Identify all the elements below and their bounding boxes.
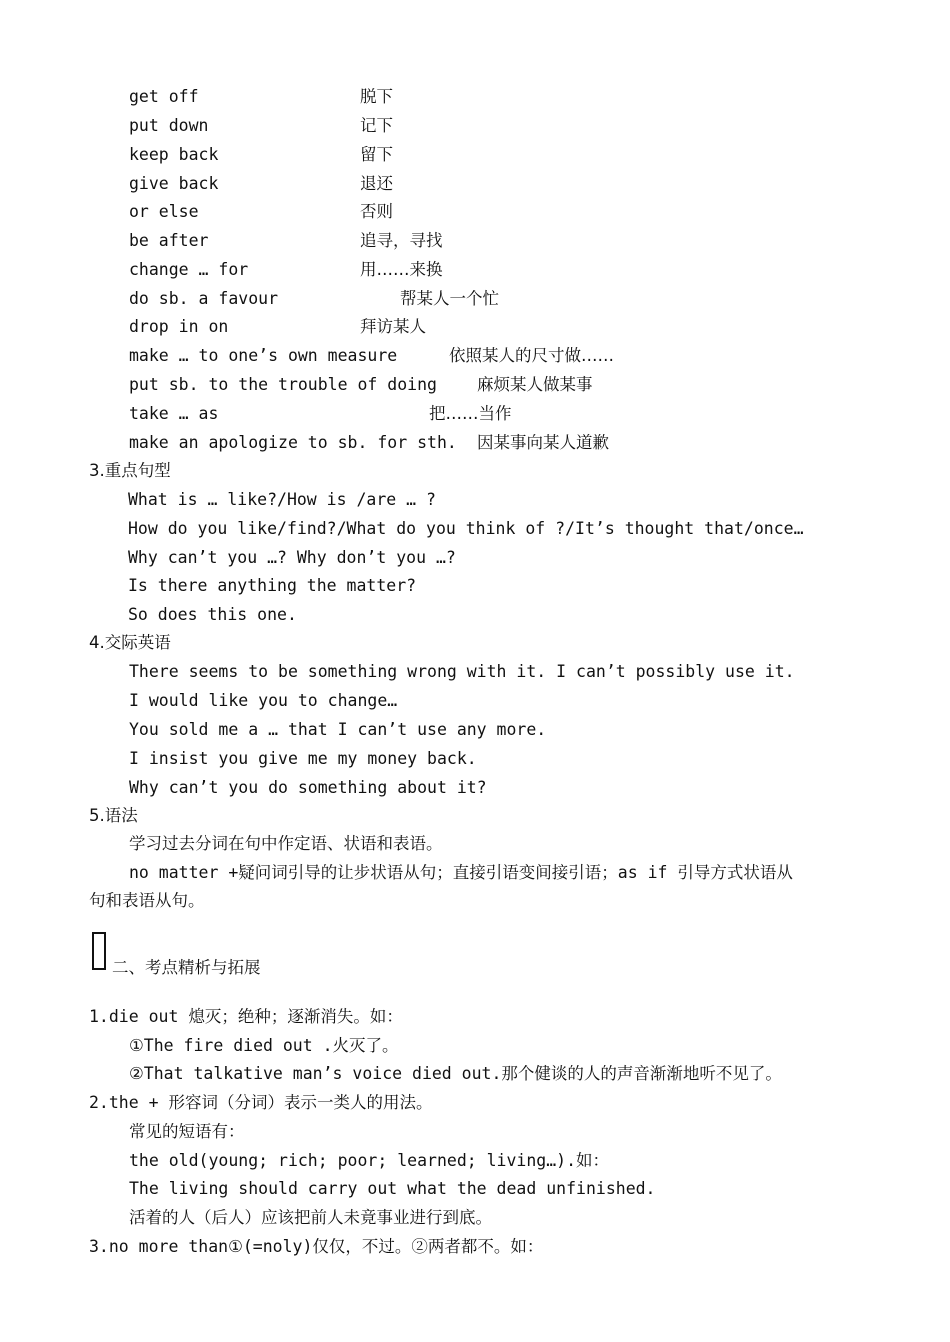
sentence-pattern: Is there anything the matter?: [128, 576, 417, 595]
phrase-cn: 留下: [360, 145, 393, 164]
example-line: 活着的人（后人）应该把前人未竟事业进行到底。: [129, 1208, 492, 1227]
dialogue-line: I insist you give me my money back.: [129, 749, 477, 768]
list-item: [129, 87, 393, 107]
phrase-en: make … to one’s own measure: [129, 346, 398, 365]
example-line: 常见的短语有：: [129, 1122, 245, 1141]
list-item: [129, 202, 393, 222]
example-line: ①The fire died out .火灭了。: [129, 1036, 399, 1055]
list-item: [129, 375, 593, 395]
phrase-en: or else: [129, 202, 199, 221]
sentence-pattern: So does this one.: [128, 605, 297, 624]
section-heading: 3.重点句型: [89, 461, 171, 480]
phrase-cn: 因某事向某人道歉: [477, 433, 609, 452]
phrase-en: give back: [129, 174, 219, 193]
list-item: [129, 116, 393, 136]
list-item: [129, 404, 512, 424]
phrase-en: be after: [129, 231, 209, 250]
placeholder-box: [92, 932, 106, 970]
grammar-line: 学习过去分词在句中作定语、状语和表语。: [129, 834, 443, 853]
phrase-en: do sb. a favour: [129, 289, 279, 308]
example-line: ②That talkative man’s voice died out.那个健谈的人的声音渐渐地听不见了。: [129, 1064, 782, 1083]
sentence-pattern: How do you like/find?/What do you think of ?/It’s thought that/once…: [128, 519, 804, 538]
sentence-pattern: What is … like?/How is /are … ?: [128, 490, 436, 509]
point-title: 2.the + 形容词（分词）表示一类人的用法。: [89, 1093, 433, 1112]
part-heading: 二、考点精析与拓展: [112, 958, 261, 977]
phrase-en: get off: [129, 87, 199, 106]
phrase-cn: 拜访某人: [360, 317, 426, 336]
list-item: [129, 346, 614, 366]
phrase-cn: 追寻，寻找: [360, 231, 443, 250]
dialogue-line: Why can’t you do something about it?: [129, 778, 487, 797]
point-title: 1.die out 熄灭；绝种；逐渐消失。如：: [89, 1007, 403, 1026]
phrase-en: drop in on: [129, 317, 229, 336]
phrase-cn: 用……来换: [360, 260, 443, 279]
phrase-cn: 帮某人一个忙: [400, 289, 499, 308]
phrase-en: take … as: [129, 404, 219, 423]
phrase-cn: 把……当作: [429, 404, 512, 423]
phrase-en: make an apologize to sb. for sth.: [129, 433, 457, 452]
phrase-en: keep back: [129, 145, 219, 164]
list-item: [129, 433, 609, 453]
dialogue-line: There seems to be something wrong with it. I can’t possibly use it.: [129, 662, 795, 681]
phrase-cn: 退还: [360, 174, 393, 193]
dialogue-line: You sold me a … that I can’t use any more.: [129, 720, 547, 739]
phrase-cn: 否则: [360, 202, 393, 221]
list-item: [129, 145, 393, 165]
list-item: [129, 317, 426, 337]
example-line: the old(young; rich; poor; learned; living…).如：: [129, 1151, 610, 1170]
phrase-en: put down: [129, 116, 209, 135]
point-title: 3.no more than①(=noly)仅仅，不过。②两者都不。如：: [89, 1237, 544, 1256]
sentence-pattern: Why can’t you …? Why don’t you …?: [128, 548, 456, 567]
list-item: [129, 289, 499, 309]
list-item: [129, 260, 443, 280]
phrase-cn: 记下: [360, 116, 393, 135]
grammar-line: 句和表语从句。: [89, 891, 205, 910]
phrase-cn: 麻烦某人做某事: [477, 375, 593, 394]
phrase-cn: 依照某人的尺寸做……: [449, 346, 614, 365]
section-heading: 4.交际英语: [89, 633, 171, 652]
section-heading: 5.语法: [89, 806, 138, 825]
phrase-en: put sb. to the trouble of doing: [129, 375, 437, 394]
example-line: The living should carry out what the dead unfinished.: [129, 1179, 656, 1198]
phrase-en: change … for: [129, 260, 249, 279]
grammar-line: no matter +疑问词引导的让步状语从句；直接引语变间接引语；as if 引导方式状语从: [129, 863, 793, 882]
list-item: [129, 174, 393, 194]
phrase-cn: 脱下: [360, 87, 393, 106]
list-item: [129, 231, 443, 251]
dialogue-line: I would like you to change…: [129, 691, 398, 710]
